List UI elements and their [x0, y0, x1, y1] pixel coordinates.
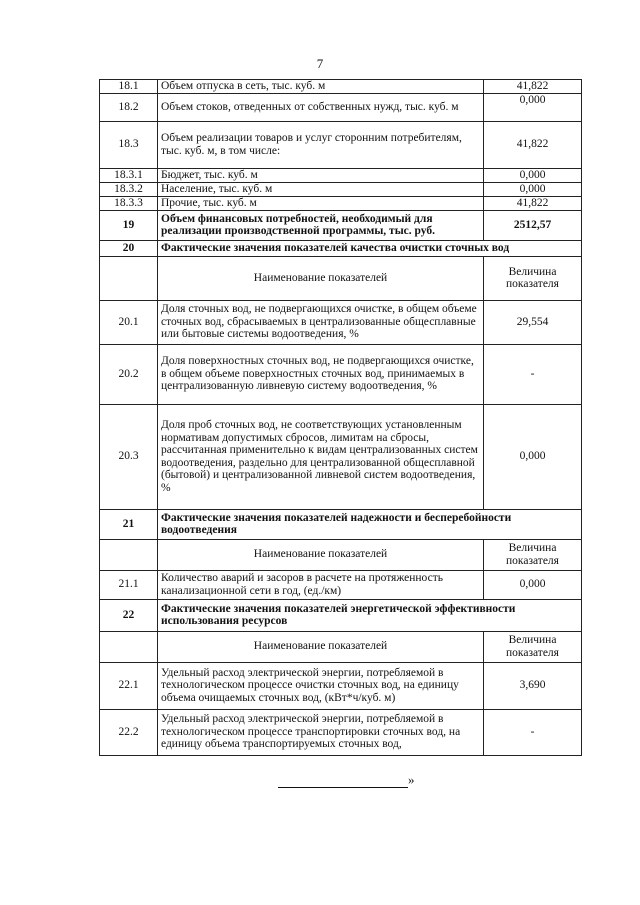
table-row: [100, 196, 582, 210]
row-description: Объем реализации товаров и услуг сторонним потребителям, тыс. куб. м, в том числе:: [158, 121, 484, 168]
table-row: [100, 168, 582, 182]
row-number: 18.3.3: [100, 196, 158, 210]
row-value: 41,822: [484, 196, 582, 210]
row-description: Доля поверхностных сточных вод, не подвергающихся очистке, в общем объеме поверхностных сточных вод, принимаемых в централизованную ливневую систему водоотведения, %: [158, 344, 484, 404]
row-number: 20.3: [100, 404, 158, 509]
indicators-table: [99, 79, 582, 756]
row-value: -: [484, 709, 582, 755]
row-description: Прочие, тыс. куб. м: [158, 196, 484, 210]
table-row: [100, 93, 582, 121]
header-indicator-name: Наименование показателей: [158, 256, 484, 300]
table-row: [100, 662, 582, 709]
closing-line: [278, 772, 415, 788]
table-row: [100, 344, 582, 404]
row-number: 22.1: [100, 662, 158, 709]
row-value: 3,690: [484, 662, 582, 709]
section-number: 20: [100, 240, 158, 256]
row-value: -: [484, 344, 582, 404]
empty-cell: [100, 631, 158, 662]
row-value: 41,822: [484, 121, 582, 168]
section-title: Фактические значения показателей надежности и бесперебойности водоотведения: [158, 509, 582, 539]
row-number: 18.3.1: [100, 168, 158, 182]
section-number: 21: [100, 509, 158, 539]
row-number: 18.2: [100, 93, 158, 121]
row-description: Объем стоков, отведенных от собственных нужд, тыс. куб. м: [158, 93, 484, 121]
row-value: 0,000: [484, 570, 582, 599]
row-description: Удельный расход электрической энергии, потребляемой в технологическом процессе очистки сточных вод, на единицу объема очищаемых сточных вод, (кВт*ч/куб. м): [158, 662, 484, 709]
table-row: [100, 300, 582, 344]
header-row: [100, 631, 582, 662]
row-value: 0,000: [484, 182, 582, 196]
section-title: Фактические значения показателей качества очистки сточных вод: [158, 240, 582, 256]
empty-cell: [100, 256, 158, 300]
header-row: [100, 539, 582, 570]
row-number: 20.1: [100, 300, 158, 344]
table-row: [100, 80, 582, 94]
row-number: 18.3: [100, 121, 158, 168]
row-description: Объем финансовых потребностей, необходимый для реализации производственной программы, тыс. руб.: [158, 210, 484, 240]
closing-quote: »: [408, 772, 415, 787]
row-number: 19: [100, 210, 158, 240]
page-number: 7: [316, 56, 324, 71]
row-description: Доля проб сточных вод, не соответствующих установленным нормативам допустимых сбросов, лимитам на сбросы, рассчитанная применительно к видам централизованных систем водоотведения, раздельно для централизованной общесплавной (бытовой) и централизованной ливневой систем водоотведения, %: [158, 404, 484, 509]
section-title: Фактические значения показателей энергетической эффективности использования ресурсов: [158, 599, 582, 631]
row-value: 29,554: [484, 300, 582, 344]
table-row: [100, 404, 582, 509]
row-number: 18.1: [100, 80, 158, 94]
row-value: 0,000: [484, 168, 582, 182]
row-description: Количество аварий и засоров в расчете на протяженность канализационной сети в год, (ед./км): [158, 570, 484, 599]
table-row: [100, 570, 582, 599]
row-description: Бюджет, тыс. куб. м: [158, 168, 484, 182]
header-indicator-value: Величина показателя: [484, 539, 582, 570]
section-row: [100, 240, 582, 256]
section-number: 22: [100, 599, 158, 631]
row-description: Доля сточных вод, не подвергающихся очистке, в общем объеме сточных вод, сбрасываемых в централизованные общесплавные или бытовые системы водоотведения, %: [158, 300, 484, 344]
row-number: 18.3.2: [100, 182, 158, 196]
row-value: 41,822: [484, 80, 582, 94]
row-value: 0,000: [484, 404, 582, 509]
row-value: 2512,57: [484, 210, 582, 240]
header-indicator-value: Величина показателя: [484, 256, 582, 300]
row-description: Объем отпуска в сеть, тыс. куб. м: [158, 80, 484, 94]
row-number: 22.2: [100, 709, 158, 755]
row-description: Удельный расход электрической энергии, потребляемой в технологическом процессе транспортировки сточных вод, на единицу объема транспортируемых сточных вод,: [158, 709, 484, 755]
row-number: 21.1: [100, 570, 158, 599]
header-indicator-name: Наименование показателей: [158, 631, 484, 662]
table-row: [100, 210, 582, 240]
row-number: 20.2: [100, 344, 158, 404]
signature-underline: [278, 775, 408, 788]
row-value: 0,000: [484, 93, 582, 121]
section-row: [100, 599, 582, 631]
header-indicator-value: Величина показателя: [484, 631, 582, 662]
header-row: [100, 256, 582, 300]
table-row: [100, 182, 582, 196]
section-row: [100, 509, 582, 539]
table-row: [100, 709, 582, 755]
row-description: Население, тыс. куб. м: [158, 182, 484, 196]
table-row: [100, 121, 582, 168]
header-indicator-name: Наименование показателей: [158, 539, 484, 570]
empty-cell: [100, 539, 158, 570]
